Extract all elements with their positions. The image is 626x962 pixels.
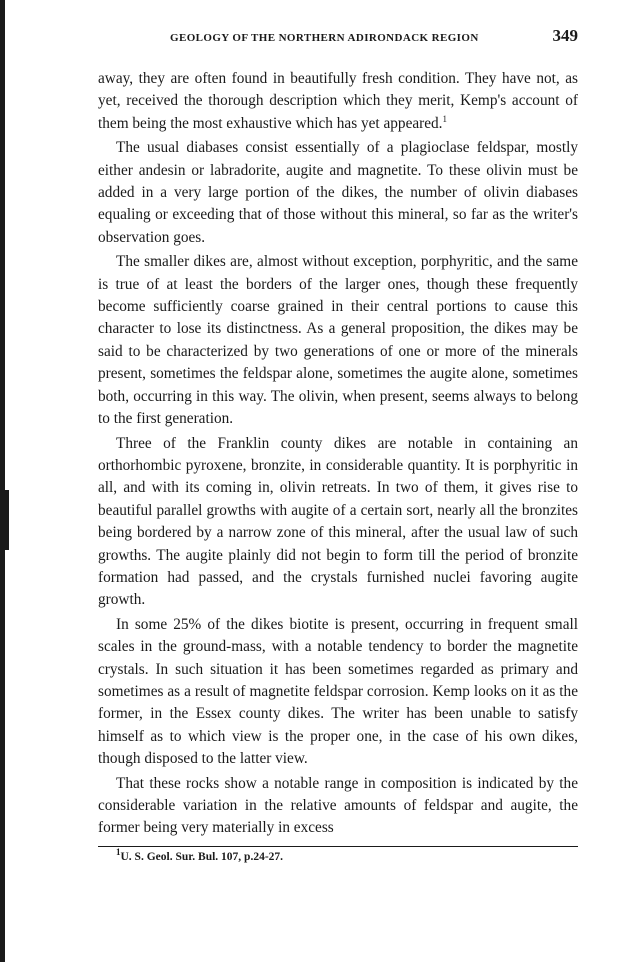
footnote <box>98 846 578 865</box>
footnote-reference: 1 <box>442 113 448 124</box>
running-head <box>98 26 578 50</box>
footnote-text: U. S. Geol. Sur. Bul. 107, p.24-27. <box>120 850 284 863</box>
footnote-marker: 1 <box>116 846 121 857</box>
paragraph-text: away, they are often found in beautifully fresh condition. They have not, as yet, received the thorough description which they merit, Kemp's account of them being the most exhaustive which has yet appeared. <box>98 70 578 132</box>
paragraph-3: The smaller dikes are, almost without exception, porphyritic, and the same is true of at least the borders of the larger ones, though these frequently become sufficiently coarse grained in their central portions to cause this character to lose its distinctness. As a general proposition, the dikes may be said to be characterized by two generations of one or more of the minerals present, sometimes the feldspar alone, sometimes the augite alone, sometimes both, occurring in this way. The olivin, when present, seems always to belong to the first generation. <box>98 253 578 428</box>
paragraph-1 <box>98 68 578 135</box>
book-page <box>98 26 578 865</box>
scan-edge-notch <box>0 490 9 550</box>
page-number: 349 <box>552 26 578 45</box>
paragraph-2: The usual diabases consist essentially of a plagioclase feldspar, mostly either andesin or labradorite, augite and magnetite. To these olivin must be added in a very large portion of the dikes, the number of olivin diabases equaling or exceeding that of those without this mineral, so far as the writer's observation goes. <box>98 139 578 246</box>
footnote-rule <box>98 846 578 847</box>
paragraph-4: Three of the Franklin county dikes are notable in containing an orthorhombic pyroxene, bronzite, in considerable quantity. It is porphyritic in all, and with its coming in, olivin retreats. In two of them, it gives rise to beautiful parallel growths with augite of a certain sort, nearly all the bronzites being bordered by a narrow zone of this mineral, after the usual law of such growths. The augite plainly did not begin to form till the period of bronzite formation had passed, and the crystals furnished nuclei favoring augite growth. <box>98 434 578 609</box>
scan-edge <box>0 0 5 962</box>
body-text <box>98 68 578 840</box>
paragraph-5: In some 25% of the dikes biotite is present, occurring in frequent small scales in the ground-mass, with a notable tendency to border the magnetite crystals. In such situation it has been sometimes regarded as primary and sometimes as a result of magnetite feldspar corrosion. Kemp looks on it as the former, in the Essex county dikes. The writer has been unable to satisfy himself as to which view is the proper one, in the case of his own dikes, though disposed to the latter view. <box>98 615 578 768</box>
running-title: GEOLOGY OF THE NORTHERN ADIRONDACK REGION <box>170 32 479 44</box>
paragraph-6: That these rocks show a notable range in composition is indicated by the considerable variation in the relative amounts of feldspar and augite, the former being very materially in excess <box>98 774 578 837</box>
